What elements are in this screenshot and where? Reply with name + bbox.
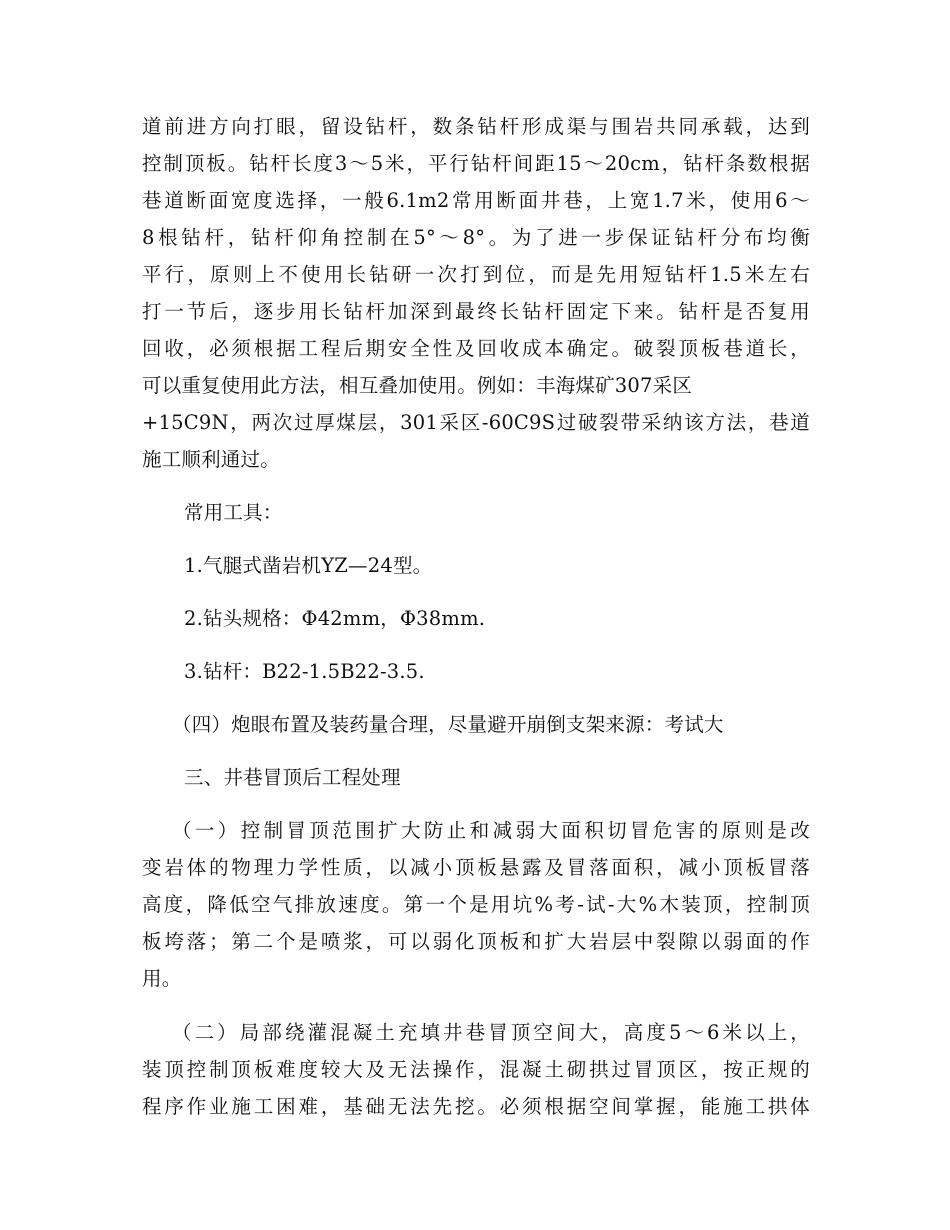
paragraph-drilling-method — [142, 108, 810, 478]
text-line: 打一节后，逐步用长钻杆加深到最终长钻杆固定下来。钻杆是否复用 — [142, 300, 810, 323]
section-four-block — [142, 706, 810, 743]
text-line: 用。 — [142, 967, 182, 990]
paragraph-concrete-filling — [142, 1014, 810, 1125]
text-line: 控制顶板。钻杆长度3～5米，平行钻杆间距15～20cm，钻杆条数根据 — [142, 152, 810, 175]
text-line: +15C9N，两次过厚煤层，301采区-60C9S过破裂带采纳该方法，巷道 — [142, 411, 810, 434]
text-line: 高度，降低空气排放速度。第一个是用坑%考-试-大%木装顶，控制顶 — [142, 893, 810, 916]
tools-item-drill-rod: 3.钻杆：B22-1.5B22-3.5. — [184, 660, 425, 683]
tools-item-rock-drill: 1.气腿式凿岩机YZ—24型。 — [184, 554, 433, 577]
text-line: （二）局部绕灌混凝土充填井巷冒顶空间大，高度5～6米以上， — [172, 1021, 810, 1044]
text-line: 平行，原则上不使用长钻研一次打到位，而是先用短钻杆1.5米左右 — [142, 263, 810, 286]
section-three-title: 三、井巷冒顶后工程处理 — [184, 766, 401, 789]
tools-item-drill-bit: 2.钻头规格：Φ42mm，Φ38mm. — [184, 607, 486, 630]
tools-heading: 常用工具： — [184, 501, 283, 524]
tools-heading-block — [142, 494, 810, 531]
text-line: 程序作业施工困难，基础无法先挖。必须根据空间掌握，能施工拱体 — [142, 1095, 810, 1118]
text-line: 回收，必须根据工程后期安全性及回收成本确定。破裂顶板巷道长， — [142, 337, 810, 360]
text-line: 板垮落；第二个是喷浆，可以弱化顶板和扩大岩层中裂隙以弱面的作 — [142, 930, 810, 953]
tools-item-block — [142, 600, 810, 637]
text-line: 变岩体的物理力学性质，以减小顶板悬露及冒落面积，减小顶板冒落 — [142, 856, 810, 879]
tools-item-block — [142, 547, 810, 584]
text-line: 可以重复使用此方法，相互叠加使用。例如：丰海煤矿307采区 — [142, 374, 693, 397]
paragraph-control-collapse — [142, 812, 810, 997]
text-line: 8根钻杆，钻杆仰角控制在5°～8°。为了进一步保证钻杆分布均衡 — [142, 226, 810, 249]
text-line: （一）控制冒顶范围扩大防止和减弱大面积切冒危害的原则是改 — [172, 819, 810, 842]
section-four-heading: （四）炮眼布置及装药量合理，尽量避开崩倒支架来源：考试大 — [172, 713, 724, 736]
tools-item-block — [142, 653, 810, 690]
section-three-block — [142, 759, 810, 796]
text-line: 巷道断面宽度选择，一般6.1m2常用断面井巷，上宽1.7米，使用6～ — [142, 189, 810, 212]
text-line: 装顶控制顶板难度较大及无法操作，混凝土砌拱过冒顶区，按正规的 — [142, 1058, 810, 1081]
text-line: 道前进方向打眼，留设钻杆，数条钻杆形成渠与围岩共同承载，达到 — [142, 115, 810, 138]
text-line: 施工顺利通过。 — [142, 448, 280, 471]
